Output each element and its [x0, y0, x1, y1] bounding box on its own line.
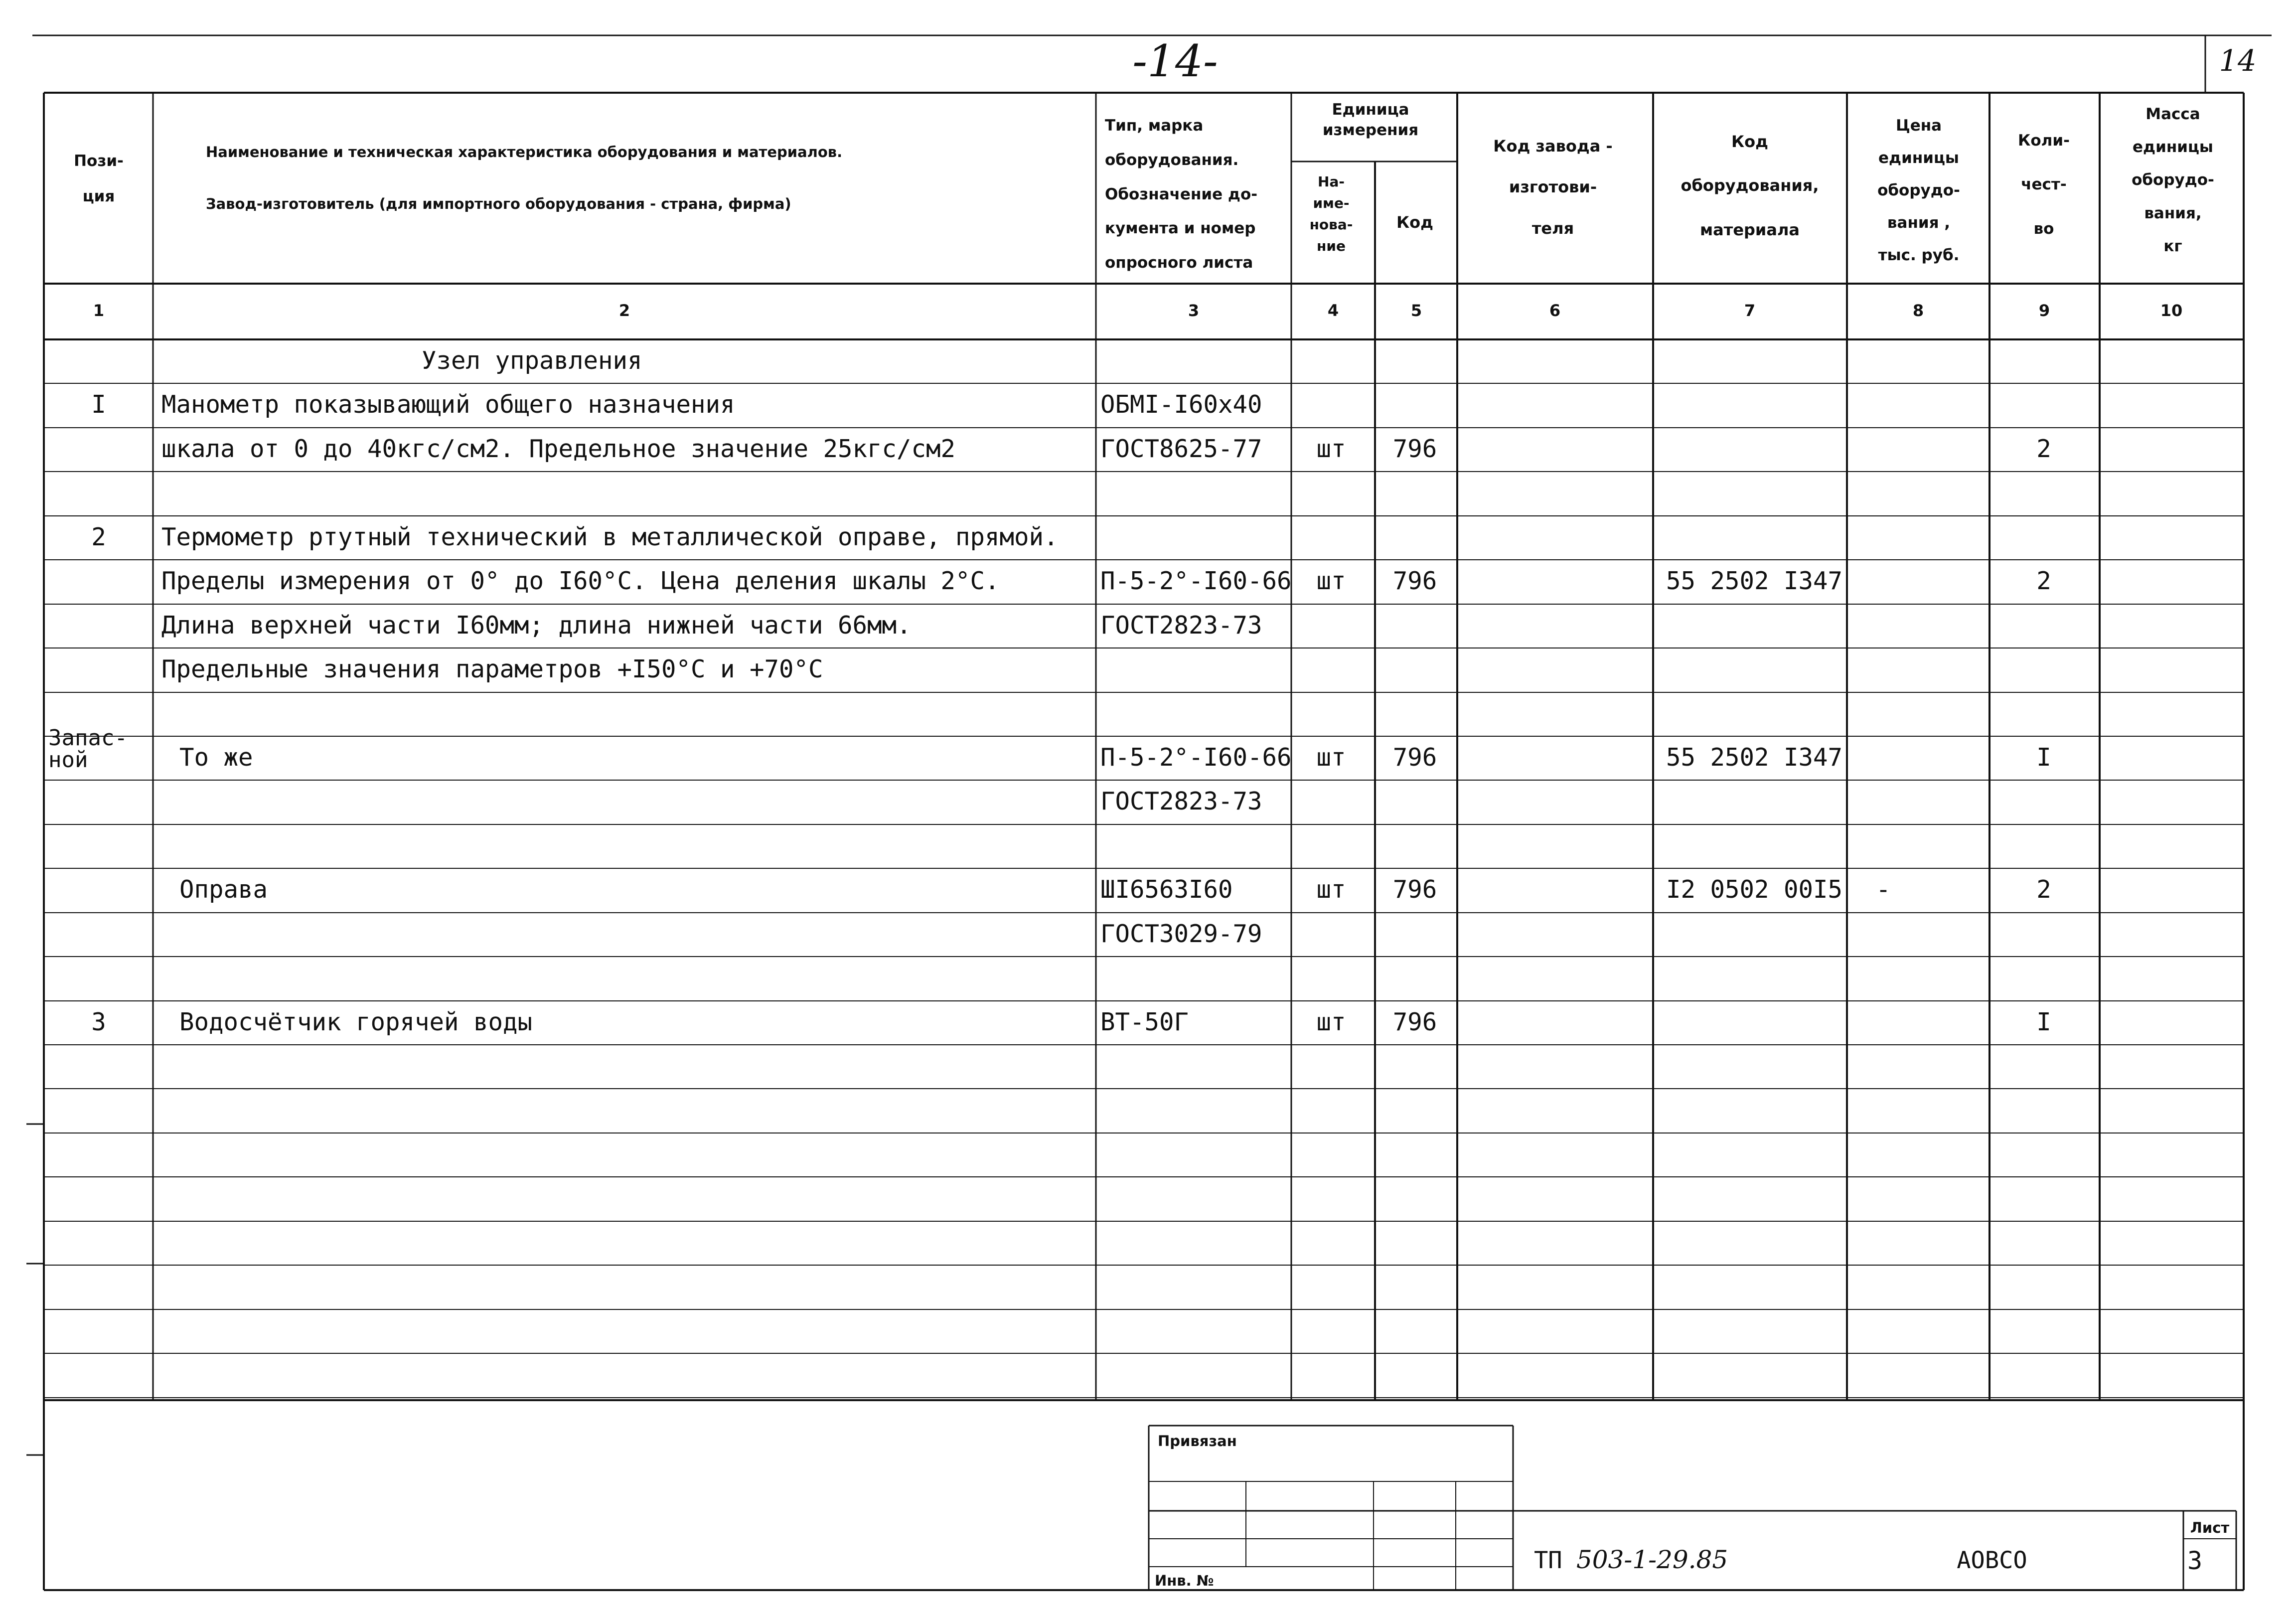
column-number: 9	[2038, 301, 2050, 320]
header-name: Наименование и техническая характеристика оборудования и материалов.	[206, 144, 843, 161]
column-number: 7	[1744, 301, 1756, 320]
header-quantity: Коли-	[2018, 132, 2070, 150]
column-number: 10	[2160, 301, 2183, 320]
header-factory-code: теля	[1531, 219, 1574, 238]
header-mass: вания,	[2144, 204, 2202, 222]
row-type: ВТ-50Г	[1100, 1008, 1189, 1036]
header-type: Обозначение до-	[1105, 185, 1258, 203]
stamp-doc-prefix: ТП	[1534, 1547, 1562, 1574]
header-price: тыс. руб.	[1878, 246, 1960, 264]
header-quantity: чест-	[2021, 175, 2067, 193]
header-unit-name: На-	[1318, 173, 1345, 190]
header-factory-code: Код завода -	[1493, 137, 1613, 156]
section-title: Узел управления	[422, 346, 642, 375]
stamp-sheet-number: 3	[2187, 1546, 2203, 1575]
header-type: Тип, марка	[1105, 117, 1204, 135]
row-position: Запас-	[48, 725, 128, 751]
row-type: ГОСТ3029-79	[1100, 920, 1262, 948]
column-number: 1	[93, 301, 105, 320]
page-number-corner: 14	[2219, 43, 2257, 78]
row-quantity: I	[2036, 1008, 2051, 1036]
row-unit: шт	[1316, 1008, 1346, 1036]
row-unit-code: 796	[1392, 743, 1437, 772]
row-type: ГОСТ2823-73	[1100, 611, 1262, 640]
stamp-linked-label: Привязан	[1158, 1433, 1237, 1450]
row-unit-code: 796	[1392, 567, 1437, 595]
header-quantity: во	[2033, 220, 2054, 238]
header-position: ция	[82, 187, 115, 205]
header-price: вания ,	[1887, 214, 1951, 232]
row-name: шкала от 0 до 40кгс/см2. Предельное значение 25кгс/см2	[161, 435, 956, 463]
row-price: -	[1876, 875, 1891, 904]
row-unit-code: 796	[1392, 1008, 1437, 1036]
row-name: Водосчётчик горячей воды	[179, 1008, 533, 1036]
header-unit-group: измерения	[1322, 121, 1419, 139]
column-number: 6	[1549, 301, 1561, 320]
row-position: 2	[91, 523, 106, 551]
row-type: ГОСТ8625-77	[1100, 435, 1262, 463]
header-price: Цена	[1895, 117, 1942, 135]
row-equipment-code: 55 2502 I347	[1666, 743, 1843, 772]
header-equipment-code: материала	[1700, 220, 1800, 239]
row-unit: шт	[1316, 567, 1346, 595]
header-unit-name: ние	[1317, 238, 1346, 254]
row-name: Пределы измерения от 0° до I60°С. Цена деления шкалы 2°С.	[161, 567, 1000, 595]
page-number-top: -14-	[1132, 35, 1218, 87]
header-equipment-code: Код	[1731, 132, 1768, 151]
row-position: ной	[48, 747, 88, 773]
stamp-sheet-label: Лист	[2190, 1519, 2230, 1536]
row-quantity: I	[2036, 743, 2051, 772]
header-price: оборудо-	[1877, 181, 1960, 199]
row-quantity: 2	[2036, 435, 2051, 463]
stamp-section: АОВСО	[1957, 1547, 2027, 1574]
header-mass: Масса	[2145, 105, 2200, 123]
row-type: П-5-2°-I60-66	[1100, 743, 1292, 772]
row-unit: шт	[1316, 743, 1346, 772]
header-mass: единицы	[2133, 138, 2213, 156]
row-unit-code: 796	[1392, 875, 1437, 904]
row-name: Предельные значения параметров +I50°С и +70°С	[161, 655, 823, 683]
row-quantity: 2	[2036, 567, 2051, 595]
row-quantity: 2	[2036, 875, 2051, 904]
row-type: ГОСТ2823-73	[1100, 787, 1262, 815]
row-unit-code: 796	[1392, 435, 1437, 463]
row-position: I	[91, 390, 106, 419]
row-name: Оправа	[179, 875, 268, 904]
row-position: 3	[91, 1008, 106, 1036]
row-name: Манометр показывающий общего назначения	[161, 390, 735, 419]
stamp-doc-number: 503-1-29.85	[1576, 1545, 1728, 1574]
row-unit: шт	[1316, 435, 1346, 463]
column-number: 3	[1188, 301, 1200, 320]
row-equipment-code: I2 0502 00I5	[1666, 875, 1843, 904]
header-unit-group: Единица	[1332, 101, 1409, 119]
row-type: П-5-2°-I60-66	[1100, 567, 1292, 595]
header-position: Пози-	[74, 152, 124, 170]
column-number: 4	[1327, 301, 1339, 320]
header-factory-code: изготови-	[1509, 177, 1597, 196]
stamp-inventory-label: Инв. №	[1155, 1572, 1214, 1589]
header-mass: кг	[2163, 237, 2182, 255]
header-unit-name: име-	[1313, 195, 1350, 211]
header-type: оборудования.	[1105, 151, 1239, 169]
row-name: Термометр ртутный технический в металлической оправе, прямой.	[161, 523, 1059, 551]
row-name: То же	[179, 743, 253, 772]
header-type: кумента и номер	[1105, 219, 1256, 237]
row-unit: шт	[1316, 875, 1346, 904]
header-mass: оборудо-	[2132, 171, 2214, 189]
header-price: единицы	[1878, 149, 1959, 167]
row-name: Длина верхней части I60мм; длина нижней части 66мм.	[161, 611, 912, 640]
column-number: 2	[618, 301, 630, 320]
column-number: 8	[1912, 301, 1924, 320]
header-type: опросного листа	[1105, 254, 1253, 272]
header-name: Завод-изготовитель (для импортного оборудования - страна, фирма)	[206, 195, 791, 212]
row-type: ШI6563I60	[1100, 875, 1233, 904]
row-type: ОБМI-I60х40	[1100, 390, 1262, 419]
header-unit-name: нова-	[1309, 216, 1353, 233]
row-equipment-code: 55 2502 I347	[1666, 567, 1843, 595]
header-equipment-code: оборудования,	[1681, 176, 1819, 195]
header-unit-code: Код	[1396, 213, 1433, 232]
column-number: 5	[1410, 301, 1422, 320]
